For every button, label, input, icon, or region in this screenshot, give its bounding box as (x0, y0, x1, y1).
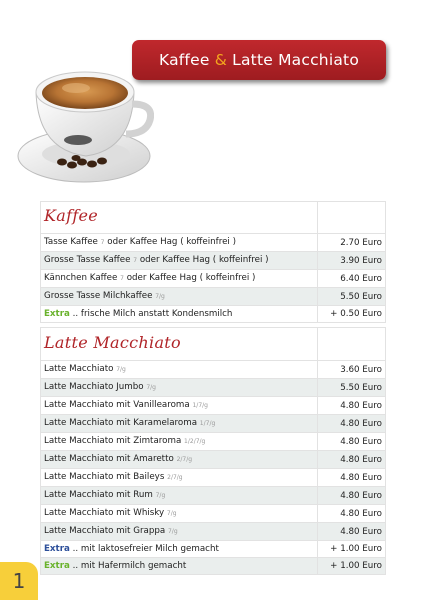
extra-label: Extra (44, 561, 70, 571)
item-name-alt: oder Kaffee Hag ( koffeinfrei ) (139, 255, 269, 265)
item-name-cell (41, 487, 318, 505)
menu-item-row (41, 487, 386, 505)
item-name: .. mit Hafermilch gemacht (72, 561, 187, 571)
section-title: Latte Macchiato (44, 332, 181, 352)
item-price: 4.80 Euro (318, 415, 386, 433)
item-price: 4.80 Euro (318, 523, 386, 541)
item-price: 4.80 Euro (318, 397, 386, 415)
menu-item-row (41, 505, 386, 523)
additive-note: 7 (133, 257, 138, 264)
additive-note: 7/g (146, 384, 156, 391)
item-price: 4.80 Euro (318, 469, 386, 487)
item-name-cell (41, 234, 318, 252)
section-header-price-cell (318, 202, 386, 234)
item-price: 5.50 Euro (318, 379, 386, 397)
menu-item-row (41, 451, 386, 469)
item-name-cell (41, 505, 318, 523)
menu-item-row (41, 433, 386, 451)
item-price: 2.70 Euro (318, 234, 386, 252)
item-name: Latte Macchiato mit Vanillearoma (44, 400, 190, 410)
additive-note: 7/g (167, 528, 178, 535)
item-name-cell (41, 397, 318, 415)
item-price: 3.60 Euro (318, 361, 386, 379)
additive-note: 2/7/g (167, 474, 183, 481)
menu-item-row (41, 415, 386, 433)
item-name: Latte Macchiato Jumbo (44, 382, 144, 392)
menu-item-row (41, 252, 386, 270)
extra-label: Extra (44, 309, 70, 319)
item-name-alt: oder Kaffee Hag ( koffeinfrei ) (126, 273, 256, 283)
item-name: Latte Macchiato mit Karamelaroma (44, 418, 198, 428)
item-price: 4.80 Euro (318, 505, 386, 523)
menu-item-row (41, 379, 386, 397)
item-name-cell (41, 415, 318, 433)
item-name: Tasse Kaffee (44, 237, 98, 247)
item-price: + 1.00 Euro (318, 541, 386, 558)
section-title: Kaffee (44, 206, 99, 225)
additive-note: 1/2/7/g (184, 438, 206, 445)
item-name-cell (41, 469, 318, 487)
menu-item-row (41, 541, 386, 558)
item-name-cell (41, 523, 318, 541)
section-title-cell (41, 202, 318, 234)
menu-item-row (41, 288, 386, 306)
menu-item-row (41, 558, 386, 575)
kaffee-price-table (40, 201, 386, 323)
item-name: Latte Macchiato (44, 364, 114, 374)
item-name-cell (41, 306, 318, 323)
item-price: 6.40 Euro (318, 270, 386, 288)
item-price: 5.50 Euro (318, 288, 386, 306)
item-name: .. mit laktosefreier Milch gemacht (72, 544, 219, 554)
item-name-cell (41, 252, 318, 270)
menu-item-row (41, 234, 386, 252)
item-name-cell (41, 433, 318, 451)
item-price: 4.80 Euro (318, 433, 386, 451)
item-price: 3.90 Euro (318, 252, 386, 270)
item-name-alt: oder Kaffee Hag ( koffeinfrei ) (107, 237, 236, 247)
page-number-badge: 1 (0, 562, 38, 600)
item-name-cell (41, 558, 318, 575)
menu-item-row (41, 306, 386, 323)
item-price: + 0.50 Euro (318, 306, 386, 323)
item-name: .. frische Milch anstatt Kondensmilch (72, 309, 233, 319)
item-name-cell (41, 541, 318, 558)
additive-note: 7 (120, 275, 124, 282)
menu-item-row (41, 270, 386, 288)
section-header-row (41, 202, 386, 234)
item-name: Latte Macchiato mit Whisky (44, 508, 165, 518)
title-ampersand: & (214, 51, 227, 69)
item-name: Grosse Tasse Kaffee (44, 255, 131, 265)
item-name-cell (41, 270, 318, 288)
title-part2: Latte Macchiato (232, 51, 359, 69)
menu-item-row (41, 361, 386, 379)
item-name-cell (41, 288, 318, 306)
item-name: Latte Macchiato mit Amaretto (44, 454, 174, 464)
title-banner (132, 40, 386, 80)
additive-note: 7/g (116, 366, 126, 373)
section-header-row (41, 328, 386, 361)
item-name: Latte Macchiato mit Rum (44, 490, 153, 500)
additive-note: 7/g (155, 492, 166, 499)
item-name-cell (41, 451, 318, 469)
additive-note: 7/g (166, 510, 177, 517)
additive-note: 7 (100, 239, 105, 246)
title-part1: Kaffee (158, 51, 210, 69)
additive-note: 1/7/g (192, 402, 208, 409)
latte-macchiato-price-table (40, 327, 386, 575)
item-name: Latte Macchiato mit Zimtaroma (44, 436, 182, 446)
item-name-cell (41, 379, 318, 397)
item-name: Latte Macchiato mit Baileys (44, 472, 165, 482)
item-name: Kännchen Kaffee (44, 273, 118, 283)
item-name: Grosse Tasse Milchkaffee (44, 291, 153, 301)
item-name: Latte Macchiato mit Grappa (44, 526, 166, 536)
additive-note: 7/g (155, 293, 165, 300)
item-name-cell (41, 361, 318, 379)
item-price: 4.80 Euro (318, 487, 386, 505)
additive-note: 2/7/g (176, 456, 193, 463)
item-price: 4.80 Euro (318, 451, 386, 469)
menu-item-row (41, 397, 386, 415)
section-header-price-cell (318, 328, 386, 361)
item-price: + 1.00 Euro (318, 558, 386, 575)
menu-item-row (41, 469, 386, 487)
extra-label: Extra (44, 544, 70, 554)
section-title-cell (41, 328, 318, 361)
menu-item-row (41, 523, 386, 541)
additive-note: 1/7/g (199, 420, 216, 427)
